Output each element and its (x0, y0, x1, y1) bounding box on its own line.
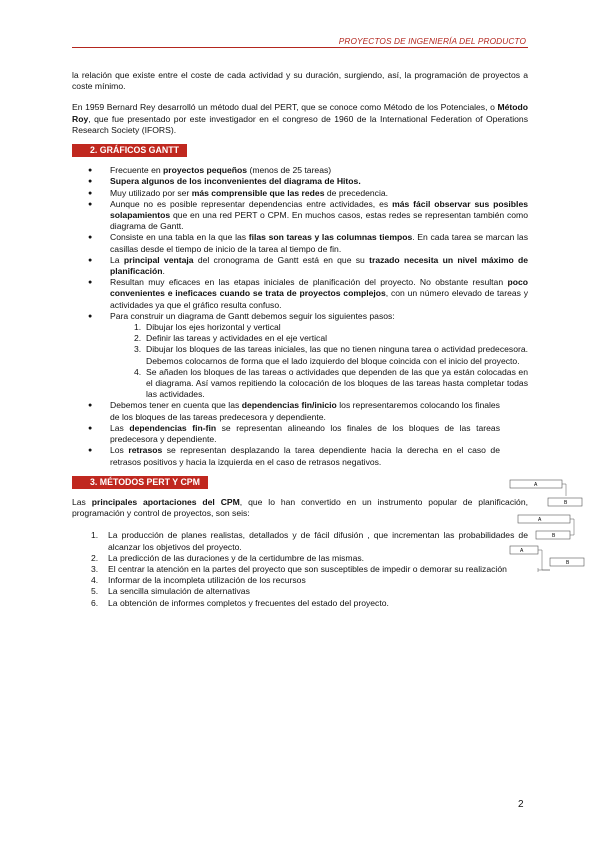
diagram-label: B (552, 533, 556, 539)
paragraph: la relación que existe entre el coste de cada actividad y su duración, surgiendo, así, la programación de proyectos a coste mínimo. (72, 70, 528, 92)
list-item: 3. El centrar la atención en la partes del proyecto que son susceptibles de impedir o demorar su realización (91, 563, 507, 574)
diagram-label: B (566, 560, 570, 566)
list-item: ● Las dependencias fin-fin se representan alineando los finales de los bloques de las tareas predecesora y dependiente. (110, 423, 500, 445)
running-header: PROYECTOS DE INGENIERÍA DEL PRODUCTO (338, 36, 526, 46)
section-heading-pert-cpm: 3. MÉTODOS PERT Y CPM (72, 476, 208, 489)
list-item: ● Los retrasos se representan desplazando la tarea dependiente hacia la derecha en el caso de retrasos positivos y hacia la izquierda en el caso de retrasos negativos. (110, 445, 500, 467)
paragraph: En 1959 Bernard Rey desarrolló un método dual del PERT, que se conoce como Método de los Potenciales, o Método Roy, que fue presentado por este investigador en el congreso de 1960 de la International Federation of Operations Research Society (IFORS). (72, 102, 528, 135)
list-item: 6. La obtención de informes completos y frecuentes del estado del proyecto. (91, 597, 389, 608)
diagram-label: A (538, 517, 542, 523)
diagram-label: A (534, 482, 538, 488)
list-item: ● Resultan muy eficaces en las etapas iniciales de planificación del proyecto. No obstante resultan poco convenientes e ineficaces cuando se trata de proyectos complejos, con un número elevado de tareas y actividades ya que el gráfico resulta confuso. (110, 277, 528, 311)
cpm-contributions-list (72, 530, 528, 608)
list-item: 2. Definir las tareas y actividades en el eje vertical (134, 333, 328, 344)
diagram-link (570, 519, 574, 535)
diagram-link (562, 484, 566, 496)
page-number: 2 (518, 799, 524, 810)
header-rule (72, 47, 528, 48)
list-item: ● Muy utilizado por ser más comprensible que las redes de precedencia. (110, 188, 528, 199)
list-item: 4. Informar de la incompleta utilización de los recursos (91, 575, 306, 586)
list-item: 3. Dibujar los bloques de las tareas iniciales, las que no tienen ninguna tarea o actividad predecesora. Debemos colocarnos de forma que el lado izquierdo del bloque coincida con el inicio del proyecto. (134, 344, 528, 366)
paragraph: Las principales aportaciones del CPM, que lo han convertido en un instrumento popular de planificación, programación y control de proyectos, son seis: (72, 496, 528, 519)
list-item: ● Frecuente en proyectos pequeños (menos de 25 tareas) (110, 165, 528, 176)
diagram-delay-marker (538, 568, 550, 572)
page-content (72, 70, 528, 609)
list-item: ● Supera algunos de los inconvenientes del diagrama de Hitos. (110, 176, 528, 187)
diagram-bar-a2 (518, 515, 570, 523)
steps-list (110, 322, 528, 400)
list-item: ● Aunque no es posible representar dependencias entre actividades, es más fácil observar sus posibles solapamientos que en una red PERT o CPM. En muchos casos, estas redes se representan también como diagrama de Gantt. (110, 199, 528, 233)
list-item: ● Para construir un diagrama de Gantt debemos seguir los siguientes pasos: 1. Dibujar los ejes horizontal y vertical 2. Definir las tareas y actividades en el eje vertical 3. Dibujar los bloques de las tareas iniciales, las que no tienen ninguna tarea o actividad predecesora. Debemos colocarnos de forma que el lado izquierdo del bloque coincida con el inicio del proyecto. 4. Se añaden los bloques de las tareas o actividades que dependen de las que ya están colocadas en el diagrama. Así vamos repitiendo la colocación de los bloques de las tareas hasta completar todas las actividades. (110, 311, 528, 401)
list-item: 2. La predicción de las duraciones y de la certidumbre de las mismas. (91, 552, 365, 563)
diagram-bar-a3 (510, 546, 538, 554)
gantt-bullet-list (72, 165, 528, 467)
diagram-label: A (520, 548, 524, 554)
list-item: 5. La sencilla simulación de alternativas (91, 586, 250, 597)
diagram-link (538, 550, 550, 570)
dependency-diagram (508, 478, 590, 578)
list-item: ● Debemos tener en cuenta que las dependencias fin/inicio los representaremos colocando los finales de los bloques de las tareas predecesora y dependiente. (110, 400, 500, 422)
diagram-label: B (564, 500, 568, 506)
list-item: 4. Se añaden los bloques de las tareas o actividades que dependen de las que ya están colocadas en el diagrama. Así vamos repitiendo la colocación de los bloques de las tareas hasta completar todas las actividades. (134, 366, 528, 400)
list-item: 1. La producción de planes realistas, detallados y de fácil difusión , que incrementan las probabilidades de alcanzar los objetivos del proyecto. (91, 530, 528, 552)
list-item: ● Consiste en una tabla en la que las filas son tareas y las columnas tiempos. En cada tarea se marcan las casillas desde el tiempo de inicio de la tarea al tiempo de fin. (110, 232, 528, 254)
list-item: ● La principal ventaja del cronograma de Gantt está en que su trazado necesita un nivel máximo de planificación. (110, 255, 528, 277)
section-heading-gantt: 2. GRÁFICOS GANTT (72, 144, 187, 157)
list-item: 1. Dibujar los ejes horizontal y vertical (134, 322, 281, 333)
